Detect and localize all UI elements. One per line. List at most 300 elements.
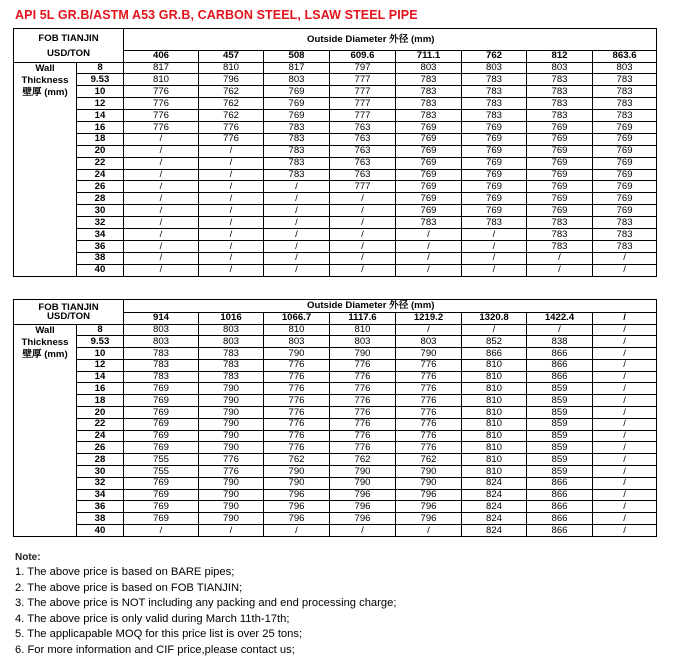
price-cell: 769 xyxy=(527,205,593,217)
price-cell: 783 xyxy=(264,169,330,181)
price-cell: / xyxy=(124,157,199,169)
price-cell: 769 xyxy=(593,169,657,181)
table-row xyxy=(14,418,657,430)
table-row xyxy=(14,169,657,181)
price-cell: 776 xyxy=(124,110,199,122)
price-cell: 783 xyxy=(527,228,593,240)
price-cell: 824 xyxy=(462,525,527,537)
diameter-header-cell: 1422.4 xyxy=(527,313,593,325)
price-cell: 769 xyxy=(396,181,462,193)
price-cell: 769 xyxy=(593,205,657,217)
price-cell: / xyxy=(199,228,264,240)
price-cell: 866 xyxy=(527,525,593,537)
price-cell: 796 xyxy=(330,489,396,501)
price-cell: 810 xyxy=(462,359,527,371)
price-cell: 769 xyxy=(593,193,657,205)
price-cell: / xyxy=(593,324,657,336)
price-cell: 776 xyxy=(396,442,462,454)
table-row xyxy=(14,501,657,513)
diameter-header-cell: 812 xyxy=(527,51,593,63)
wall-thickness-cell: 14 xyxy=(77,110,124,122)
price-cell: 776 xyxy=(199,466,264,478)
price-cell: 776 xyxy=(330,407,396,419)
price-cell: 783 xyxy=(527,240,593,252)
price-cell: 763 xyxy=(330,157,396,169)
price-cell: 783 xyxy=(462,98,527,110)
unit-label: USD/TON xyxy=(47,311,90,323)
price-cell: 762 xyxy=(396,454,462,466)
diameter-header-cell: / xyxy=(593,313,657,325)
price-cell: / xyxy=(124,193,199,205)
price-cell: / xyxy=(462,252,527,264)
price-cell: 783 xyxy=(593,86,657,98)
price-cell: 783 xyxy=(396,74,462,86)
price-cell: 769 xyxy=(593,133,657,145)
wall-thickness-cell: 22 xyxy=(77,157,124,169)
table-row xyxy=(14,181,657,193)
note-item: 3. The above price is NOT including any packing and end processing charge; xyxy=(15,597,397,610)
price-cell: 769 xyxy=(527,181,593,193)
price-cell: 783 xyxy=(264,121,330,133)
notes-list xyxy=(15,565,396,659)
table-row xyxy=(14,264,657,276)
price-cell: 769 xyxy=(264,86,330,98)
note-item: 5. The applicapable MOQ for this price list is over 25 tons; xyxy=(15,628,303,641)
table-row xyxy=(14,359,657,371)
table-row xyxy=(14,205,657,217)
price-cell: / xyxy=(330,228,396,240)
wall-thickness-cell: 12 xyxy=(77,98,124,110)
wall-thickness-cell: 20 xyxy=(77,407,124,419)
price-cell: 769 xyxy=(593,121,657,133)
price-cell: / xyxy=(199,525,264,537)
price-cell: / xyxy=(593,477,657,489)
price-cell: / xyxy=(396,228,462,240)
outside-diameter-header: Outside Diameter 外径 (mm) xyxy=(124,300,657,313)
price-cell: 783 xyxy=(199,371,264,383)
price-cell: 776 xyxy=(330,383,396,395)
price-cell: / xyxy=(264,264,330,276)
fob-header-cell xyxy=(14,300,124,325)
price-cell: 769 xyxy=(124,489,199,501)
wall-thickness-cell: 18 xyxy=(77,133,124,145)
notes-heading: Note: xyxy=(15,552,41,563)
price-cell: 755 xyxy=(124,466,199,478)
diameter-header-cell: 1016 xyxy=(199,313,264,325)
price-cell: / xyxy=(124,228,199,240)
price-cell: 777 xyxy=(330,86,396,98)
table-row xyxy=(14,477,657,489)
diameter-header-cell: 863.6 xyxy=(593,51,657,63)
price-cell: 866 xyxy=(527,477,593,489)
wall-label-line: Thickness xyxy=(21,74,69,86)
price-cell: 810 xyxy=(264,324,330,336)
wall-thickness-cell: 24 xyxy=(77,169,124,181)
table-row xyxy=(14,442,657,454)
price-cell: 790 xyxy=(199,407,264,419)
price-cell: / xyxy=(462,240,527,252)
price-cell: 803 xyxy=(264,74,330,86)
price-cell: 783 xyxy=(124,359,199,371)
fob-label: FOB TIANJIN xyxy=(38,301,99,313)
note-item: 4. The above price is only valid during March 11th-17th; xyxy=(15,612,290,625)
price-cell: 769 xyxy=(462,121,527,133)
price-cell: / xyxy=(593,489,657,501)
price-cell: 790 xyxy=(199,430,264,442)
wall-thickness-cell: 40 xyxy=(77,264,124,276)
price-cell: / xyxy=(593,525,657,537)
wall-thickness-cell: 32 xyxy=(77,217,124,229)
price-cell: 790 xyxy=(199,418,264,430)
price-cell: / xyxy=(264,228,330,240)
price-cell: / xyxy=(593,395,657,407)
price-cell: / xyxy=(330,217,396,229)
price-cell: 776 xyxy=(199,133,264,145)
price-cell: 769 xyxy=(527,121,593,133)
table-row xyxy=(14,324,657,336)
fob-label: FOB TIANJIN xyxy=(38,32,99,44)
wall-thickness-cell: 32 xyxy=(77,477,124,489)
price-cell: 769 xyxy=(124,430,199,442)
price-cell: 769 xyxy=(527,133,593,145)
price-cell: 776 xyxy=(264,371,330,383)
price-cell: 769 xyxy=(124,395,199,407)
note-item: 6. For more information and CIF price,please contact us; xyxy=(15,643,295,656)
price-cell: 783 xyxy=(124,371,199,383)
price-cell: / xyxy=(593,442,657,454)
price-cell: / xyxy=(462,228,527,240)
wall-thickness-cell: 20 xyxy=(77,145,124,157)
price-cell: 783 xyxy=(396,217,462,229)
price-cell: / xyxy=(330,240,396,252)
price-cell: 796 xyxy=(396,501,462,513)
price-cell: / xyxy=(199,252,264,264)
table-row xyxy=(14,110,657,122)
price-cell: / xyxy=(124,240,199,252)
price-cell: 755 xyxy=(124,454,199,466)
price-cell: 803 xyxy=(330,336,396,348)
price-cell: 769 xyxy=(264,110,330,122)
price-cell: 769 xyxy=(396,169,462,181)
wall-thickness-cell: 9.53 xyxy=(77,74,124,86)
price-cell: 783 xyxy=(462,217,527,229)
price-cell: 790 xyxy=(264,466,330,478)
price-cell: 866 xyxy=(527,501,593,513)
price-cell: 777 xyxy=(330,74,396,86)
price-cell: 790 xyxy=(199,501,264,513)
wall-thickness-cell: 28 xyxy=(77,454,124,466)
price-cell: 769 xyxy=(124,513,199,525)
price-cell: / xyxy=(396,240,462,252)
table-row xyxy=(14,121,657,133)
price-cell: / xyxy=(124,169,199,181)
price-cell: 783 xyxy=(264,157,330,169)
price-cell: 769 xyxy=(462,157,527,169)
price-cell: 776 xyxy=(330,442,396,454)
price-cell: 838 xyxy=(527,336,593,348)
price-cell: / xyxy=(593,264,657,276)
price-cell: / xyxy=(462,264,527,276)
note-item: 2. The above price is based on FOB TIANJIN; xyxy=(15,581,243,594)
diameter-header-cell: 1066.7 xyxy=(264,313,330,325)
fob-header-cell xyxy=(14,29,124,63)
wall-thickness-cell: 26 xyxy=(77,181,124,193)
price-cell: / xyxy=(593,252,657,264)
wall-thickness-cell: 8 xyxy=(77,62,124,74)
price-cell: 783 xyxy=(264,133,330,145)
price-cell: 866 xyxy=(462,348,527,360)
price-cell: / xyxy=(199,157,264,169)
price-cell: 762 xyxy=(264,454,330,466)
price-cell: 859 xyxy=(527,430,593,442)
price-cell: 763 xyxy=(330,133,396,145)
price-cell: / xyxy=(199,264,264,276)
document-title: API 5L GR.B/ASTM A53 GR.B, CARBON STEEL, LSAW STEEL PIPE xyxy=(15,8,418,22)
price-cell: 810 xyxy=(462,418,527,430)
price-cell: 763 xyxy=(330,145,396,157)
table-row xyxy=(14,217,657,229)
wall-label-line: Wall xyxy=(35,62,55,74)
table-row xyxy=(14,371,657,383)
diameter-header-cell: 406 xyxy=(124,51,199,63)
price-cell: 810 xyxy=(199,62,264,74)
price-cell: 803 xyxy=(396,62,462,74)
price-cell: 762 xyxy=(330,454,396,466)
price-cell: / xyxy=(264,525,330,537)
wall-thickness-cell: 16 xyxy=(77,121,124,133)
price-cell: 769 xyxy=(124,383,199,395)
price-cell: 783 xyxy=(462,110,527,122)
price-cell: / xyxy=(199,240,264,252)
price-cell: 769 xyxy=(527,145,593,157)
price-cell: 790 xyxy=(330,477,396,489)
price-cell: 817 xyxy=(264,62,330,74)
table-row xyxy=(14,145,657,157)
price-cell: 859 xyxy=(527,383,593,395)
price-cell: 776 xyxy=(330,395,396,407)
table-row xyxy=(14,454,657,466)
table-row xyxy=(14,98,657,110)
wall-label-line: Thickness xyxy=(21,336,69,348)
price-cell: 866 xyxy=(527,359,593,371)
table-row xyxy=(14,466,657,478)
wall-thickness-cell: 24 xyxy=(77,430,124,442)
price-cell: 790 xyxy=(199,395,264,407)
price-cell: / xyxy=(199,169,264,181)
price-cell: / xyxy=(199,193,264,205)
price-cell: / xyxy=(124,252,199,264)
price-cell: 817 xyxy=(124,62,199,74)
price-cell: 790 xyxy=(396,348,462,360)
price-cell: 810 xyxy=(462,430,527,442)
price-cell: / xyxy=(330,264,396,276)
price-cell: 810 xyxy=(462,442,527,454)
price-cell: 762 xyxy=(199,98,264,110)
price-cell: 776 xyxy=(124,121,199,133)
price-cell: 790 xyxy=(396,477,462,489)
price-cell: / xyxy=(199,145,264,157)
price-cell: 776 xyxy=(124,86,199,98)
wall-label-line: 壁厚 (mm) xyxy=(22,87,68,99)
wall-thickness-cell: 8 xyxy=(77,324,124,336)
price-cell: 810 xyxy=(462,407,527,419)
price-cell: 777 xyxy=(330,98,396,110)
price-cell: 769 xyxy=(593,181,657,193)
price-cell: 783 xyxy=(593,74,657,86)
price-cell: / xyxy=(396,264,462,276)
price-cell: 803 xyxy=(396,336,462,348)
table-row xyxy=(14,407,657,419)
price-cell: 763 xyxy=(330,169,396,181)
table-row xyxy=(14,252,657,264)
price-cell: 777 xyxy=(330,110,396,122)
price-cell: / xyxy=(199,217,264,229)
price-cell: 810 xyxy=(462,383,527,395)
price-cell: 852 xyxy=(462,336,527,348)
price-cell: 810 xyxy=(462,371,527,383)
price-cell: / xyxy=(330,193,396,205)
price-cell: 783 xyxy=(396,98,462,110)
price-cell: 866 xyxy=(527,348,593,360)
price-cell: 783 xyxy=(124,348,199,360)
price-cell: 824 xyxy=(462,501,527,513)
table-row xyxy=(14,348,657,360)
price-cell: 796 xyxy=(264,501,330,513)
table-row xyxy=(14,193,657,205)
diameter-header-cell: 762 xyxy=(462,51,527,63)
price-cell: / xyxy=(593,418,657,430)
price-cell: 824 xyxy=(462,513,527,525)
price-cell: 783 xyxy=(527,110,593,122)
wall-label-line: 壁厚 (mm) xyxy=(22,349,68,361)
price-cell: 866 xyxy=(527,371,593,383)
price-cell: 859 xyxy=(527,466,593,478)
price-cell: / xyxy=(462,324,527,336)
price-cell: 769 xyxy=(396,157,462,169)
price-cell: 777 xyxy=(330,181,396,193)
price-cell: / xyxy=(264,205,330,217)
price-cell: 776 xyxy=(264,395,330,407)
wall-thickness-cell: 10 xyxy=(77,348,124,360)
wall-label-line: Wall xyxy=(35,324,55,336)
wall-thickness-cell: 36 xyxy=(77,240,124,252)
diameter-header-cell: 1320.8 xyxy=(462,313,527,325)
price-cell: / xyxy=(593,407,657,419)
price-cell: 797 xyxy=(330,62,396,74)
price-cell: / xyxy=(264,181,330,193)
price-cell: 769 xyxy=(593,145,657,157)
wall-thickness-cell: 30 xyxy=(77,466,124,478)
price-cell: 769 xyxy=(462,181,527,193)
price-cell: 776 xyxy=(264,418,330,430)
price-cell: 769 xyxy=(462,193,527,205)
table-row xyxy=(14,525,657,537)
price-cell: 796 xyxy=(396,513,462,525)
price-cell: 796 xyxy=(264,489,330,501)
price-cell: 762 xyxy=(199,110,264,122)
price-table-1 xyxy=(13,28,657,277)
price-cell: / xyxy=(124,145,199,157)
price-cell: 776 xyxy=(124,98,199,110)
price-cell: 776 xyxy=(264,430,330,442)
table-row xyxy=(14,157,657,169)
price-cell: 769 xyxy=(396,205,462,217)
price-cell: 769 xyxy=(396,121,462,133)
price-cell: / xyxy=(124,525,199,537)
price-cell: / xyxy=(396,324,462,336)
price-cell: 769 xyxy=(462,169,527,181)
diameter-header-cell: 1219.2 xyxy=(396,313,462,325)
price-cell: / xyxy=(593,336,657,348)
price-cell: 769 xyxy=(462,133,527,145)
price-cell: 776 xyxy=(396,407,462,419)
price-cell: 790 xyxy=(264,477,330,489)
table-row xyxy=(14,513,657,525)
wall-thickness-label xyxy=(14,324,77,536)
price-cell: 776 xyxy=(330,418,396,430)
price-cell: 810 xyxy=(124,74,199,86)
price-cell: / xyxy=(527,324,593,336)
price-cell: 796 xyxy=(330,513,396,525)
price-cell: 769 xyxy=(124,418,199,430)
price-cell: / xyxy=(124,181,199,193)
price-cell: 769 xyxy=(527,157,593,169)
price-cell: / xyxy=(593,466,657,478)
price-cell: 769 xyxy=(527,193,593,205)
diameter-header-cell: 508 xyxy=(264,51,330,63)
price-cell: 790 xyxy=(396,466,462,478)
price-cell: 776 xyxy=(264,407,330,419)
price-cell: 783 xyxy=(593,98,657,110)
price-cell: 790 xyxy=(199,477,264,489)
price-cell: 783 xyxy=(264,145,330,157)
header-row xyxy=(14,300,657,313)
price-cell: 796 xyxy=(330,501,396,513)
price-cell: / xyxy=(396,525,462,537)
price-cell: 769 xyxy=(124,501,199,513)
table-row xyxy=(14,430,657,442)
price-cell: 866 xyxy=(527,513,593,525)
wall-thickness-cell: 18 xyxy=(77,395,124,407)
price-cell: / xyxy=(593,383,657,395)
price-cell: 769 xyxy=(593,157,657,169)
price-cell: 824 xyxy=(462,489,527,501)
price-cell: 783 xyxy=(593,110,657,122)
notes-section xyxy=(15,552,396,659)
table-row xyxy=(14,336,657,348)
table-row xyxy=(14,240,657,252)
wall-thickness-label xyxy=(14,62,77,276)
price-cell: 762 xyxy=(199,86,264,98)
price-cell: / xyxy=(593,348,657,360)
note-item: 1. The above price is based on BARE pipes; xyxy=(15,566,235,578)
price-table-2 xyxy=(13,299,657,537)
wall-thickness-cell: 36 xyxy=(77,501,124,513)
price-cell: 790 xyxy=(264,348,330,360)
wall-thickness-cell: 14 xyxy=(77,371,124,383)
price-cell: 776 xyxy=(396,418,462,430)
price-cell: / xyxy=(593,371,657,383)
header-row xyxy=(14,29,657,51)
price-cell: / xyxy=(199,205,264,217)
price-cell: 769 xyxy=(527,169,593,181)
table-row xyxy=(14,62,657,74)
price-cell: 769 xyxy=(124,477,199,489)
price-cell: 859 xyxy=(527,454,593,466)
price-cell: 803 xyxy=(199,336,264,348)
price-cell: 776 xyxy=(264,359,330,371)
price-cell: 776 xyxy=(330,371,396,383)
